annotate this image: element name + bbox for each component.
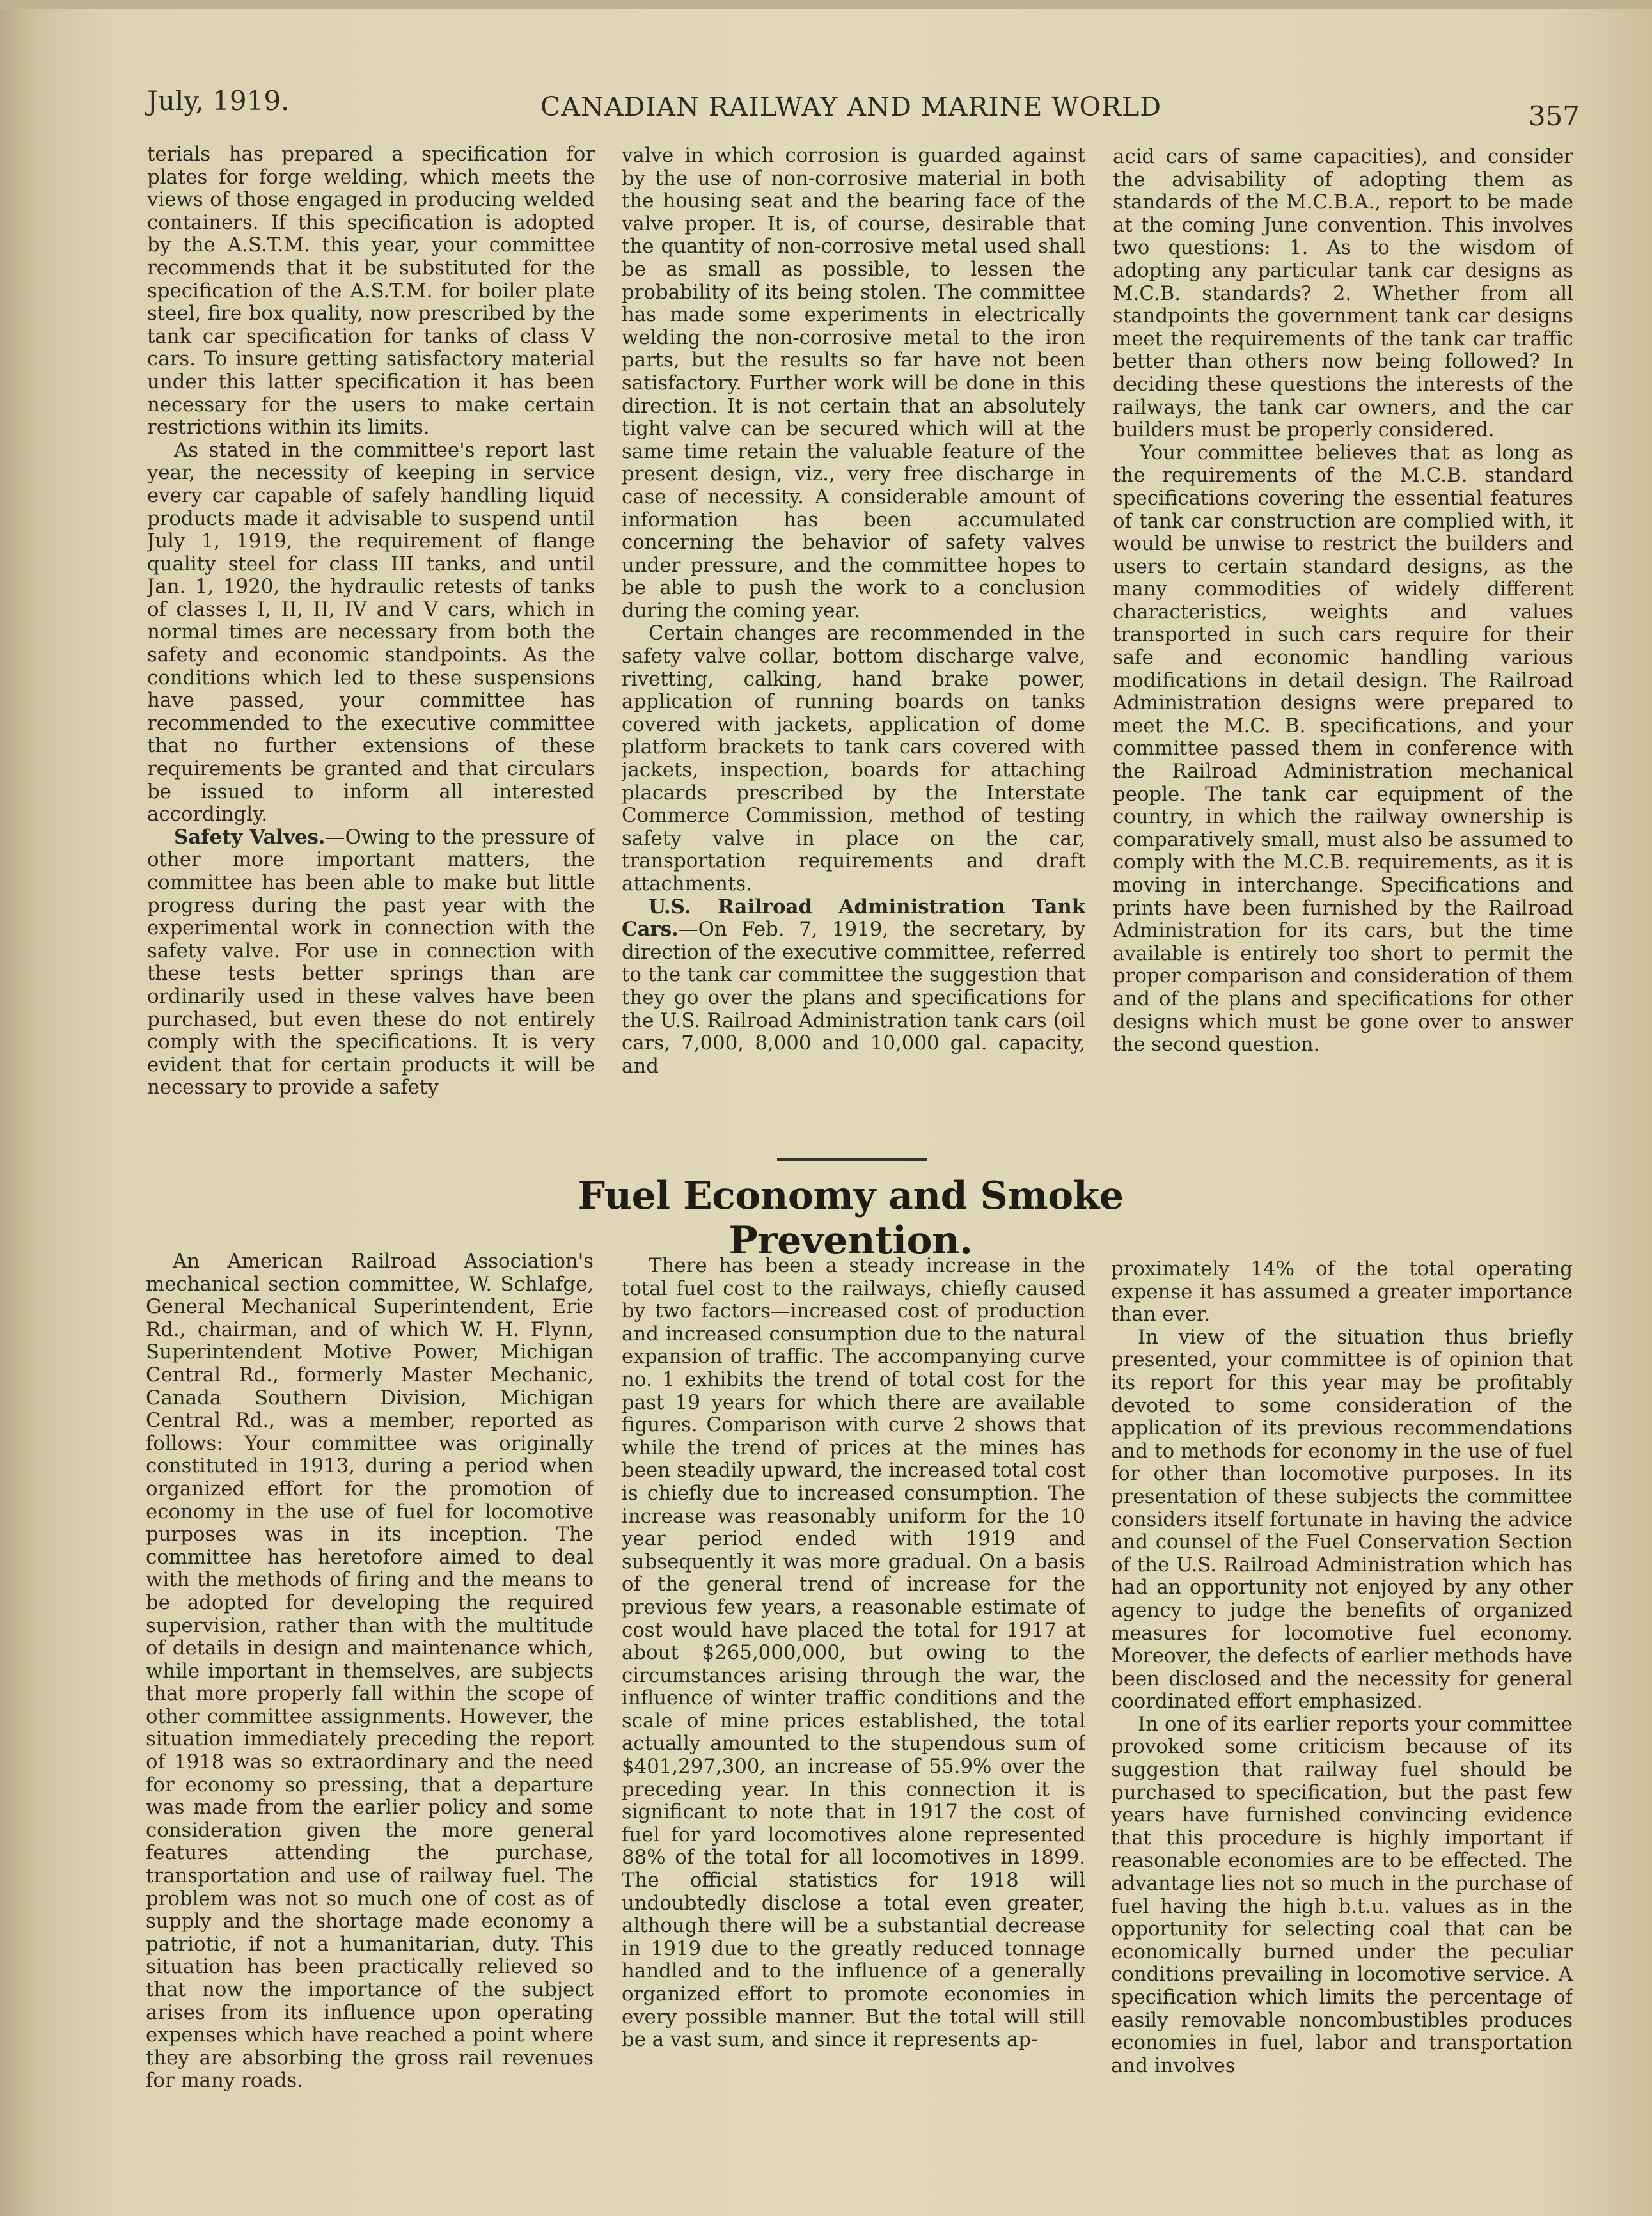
- publication-title: CANADIAN RAILWAY AND MARINE WORLD: [540, 91, 1162, 122]
- paragraph: [622, 896, 1085, 1078]
- issue-date: July, 1919.: [147, 85, 290, 116]
- article1-column-2: [622, 145, 1085, 1149]
- paragraph: terials has prepared a specification for plates for forge welding, which meets the views of those engaged in producing welded containers. If this specification is adopted by the A.S.T.M. this year, your committee recommends that it be substituted for the specification of the A.S.T.M. for boiler plate steel, fire box quality, now prescribed by the tank car specification for tanks of class V cars. To insure getting satisfactory material under this latter specification it has been necessary for the users to make certain restrictions within its limits.: [147, 143, 595, 439]
- top-edge: [0, 0, 1652, 9]
- article1-column-3: [1113, 146, 1573, 1150]
- paragraph: proximately 14% of the total operating expense it has assumed a greater importance than ever.: [1111, 1258, 1573, 1326]
- paragraph: An American Railroad Association's mechanical section committee, W. Schlafge, General Mechanical Superintendent, Erie Rd., chairman, and of which W. H. Flynn, Superintendent Motive Power, Michigan Central Rd., formerly Master Mechanic, Canada Southern Division, Michigan Central Rd., was a member, reported as follows: Your committee was originally constituted in 1913, during a period when organized effort for the promotion of economy in the use of fuel for locomotive purposes was in its inception. The committee has heretofore aimed to deal with the methods of firing and the means to be adopted for developing the required supervision, rather than with the multitude of details in design and maintenance which, while important in themselves, are subjects that more properly fall within the scope of other committee assignments. However, the situation immediately preceding the report of 1918 was so extraordinary and the need for economy so pressing, that a departure was made from the earlier policy and some consideration given the more general features attending the purchase, transportation and use of railway fuel. The problem was not so much one of cost as of supply and the shortage made economy a patriotic, if not a humanitarian, duty. This situation has been practically relieved so that now the importance of the subject arises from its influence upon operating expenses which have reached a point where they are absorbing the gross rail revenues for many roads.: [146, 1250, 594, 2093]
- article1-column-1: [147, 143, 595, 1147]
- section-divider: [777, 1158, 927, 1161]
- paragraph: valve in which corrosion is guarded against by the use of non-corrosive material in both the housing seat and the bearing face of the valve proper. It is, of course, desirable that the quantity of non-corrosive metal used shall be as small as possible, to lessen the probability of its being stolen. The committee has made some experiments in electrically welding the non-corrosive metal to the iron parts, but the results so far have not been satisfactory. Further work will be done in this direction. It is not certain that an absolutely tight valve can be secured which will at the same time retain the valuable feature of the present design, viz., very free discharge in case of necessity. A considerable amount of information has been accumulated concerning the behavior of safety valves under pressure, and the committee hopes to be able to push the work to a conclusion during the coming year.: [622, 145, 1085, 622]
- paragraph: Certain changes are recommended in the safety valve collar, bottom discharge valve, rivetting, calking, hand brake power, application of running boards on tanks covered with jackets, application of dome platform brackets to tank cars covered with jackets, inspection, boards for attaching placards prescribed by the Interstate Commerce Commission, method of testing safety valve in place on the car, transportation requirements and draft attachments.: [622, 622, 1085, 895]
- paragraph: In one of its earlier reports your committee provoked some criticism because of its suggestion that railway fuel should be purchased to specification, but the past few years have furnished convincing evidence that this procedure is highly important if reasonable economies are to be effected. The advantage lies not so much in the purchase of fuel having the high b.t.u. values as in the opportunity for selecting coal that can be economically burned under the peculiar conditions prevailing in locomotive service. A specification which limits the percentage of easily removable noncombustibles produces economies in fuel, labor and transportation and involves: [1111, 1712, 1573, 2077]
- paragraph: As stated in the committee's report last year, the necessity of keeping in service every car capable of safely handling liquid products made it advisable to suspend until July 1, 1919, the requirement of flange quality steel for class III tanks, and until Jan. 1, 1920, the hydraulic retests of tanks of classes I, II, II, IV and V cars, which in normal times are necessary from both the safety and economic standpoints. As the conditions which led to these suspensions have passed, your committee has recommended to the executive committee that no further extensions of these requirements be granted and that circulars be issued to inform all interested accordingly.: [147, 438, 595, 826]
- paragraph: acid cars of same capacities), and consider the advisability of adopting them as standards of the M.C.B.A., report to be made at the coming June convention. This involves two questions: 1. As to the wisdom of adopting any particular tank car designs as M.C.B. standards? 2. Whether from all standpoints the government tank car designs meet the requirements of the tank car traffic better than others now being followed? In deciding these questions the interests of the railways, the tank car owners, and the car builders must be properly considered.: [1113, 146, 1573, 442]
- article-title: Fuel Economy and Smoke Prevention.: [578, 1174, 1124, 1263]
- page-number: 357: [1528, 100, 1580, 132]
- article2-column-2: [622, 1255, 1085, 2195]
- paragraph: Your committee believes that as long as the requirements of the M.C.B. standard specifications covering the essential features of tank car construction are complied with, it would be unwise to restrict the builders and users to certain standard designs, as the many commodities of widely different characteristics, weights and values transported in such cars require for their safe and economic handling various modifications in detail design. The Railroad Administration designs were prepared to meet the M.C. B. specifications, and your committee passed them in conference with the Railroad Administration mechanical people. The tank car equipment of the country, in which the railway ownership is comparatively small, must also be assumed to comply with the M.C.B. requirements, as it is moving in interchange. Specifications and prints have been furnished by the Railroad Administration for its cars, but the time available is entirely too short to permit the proper comparison and consideration of them and of the plans and specifications for other designs which must be gone over to answer the second question.: [1113, 441, 1573, 1057]
- paragraph: [147, 826, 595, 1099]
- section-heading: Safety Valves.: [174, 825, 326, 849]
- paragraph-text: —Owing to the pressure of other more important matters, the committee has been able to make but little progress during the past year with the experimental work in connection with the safety valve. For use in connection with these tests better springs than are ordinarily used in these valves have been purchased, but even these do not entirely comply with the specifications. It is very evident that for certain products it will be necessary to provide a safety: [147, 825, 595, 1099]
- paragraph-text: —On Feb. 7, 1919, the secretary, by direction of the executive committee, referred to the tank car committee the suggestion that they go over the plans and specifications for the U.S. Railroad Administration tank cars (oil cars, 7,000, 8,000 and 10,000 gal. capacity, and: [622, 918, 1085, 1078]
- article2-column-3: [1111, 1258, 1573, 2198]
- paragraph: There has been a steady increase in the total fuel cost to the railways, chiefly caused by two factors—increased cost of production and increased consumption due to the natural expansion of traffic. The accompanying curve no. 1 exhibits the trend of total cost for the past 19 years for which there are available figures. Comparison with curve 2 shows that while the trend of prices at the mines has been steadily upward, the increased total cost is chiefly due to increased consumption. The increase was reasonably uniform for the 10 year period ended with 1919 and subsequently it was more gradual. On a basis of the general trend of increase for the previous few years, a reasonable estimate of cost would have placed the total for 1917 at about $265,000,000, but owing to the circumstances arising through the war, the influence of winter traffic conditions and the scale of mine prices established, the total actually amounted to the stupendous sum of $401,297,300, an increase of 55.9% over the preceding year. In this connection it is significant to note that in 1917 the cost of fuel for yard locomotives alone represented 88% of the total for all locomotives in 1899. The official statistics for 1918 will undoubtedly disclose a total even greater, although there will be a substantial decrease in 1919 due to the greatly reduced tonnage handled and to the influence of a generally organized effort to promote economies in every possible manner. But the total will still be a vast sum, and since it represents ap-: [622, 1255, 1085, 2052]
- page-header: [147, 80, 1580, 131]
- section-heading: U.S. Railroad Administration Tank Cars.: [622, 895, 1085, 941]
- article2-column-1: [146, 1250, 594, 2197]
- paragraph: In view of the situation thus briefly presented, your committee is of opinion that its report for this year may be profitably devoted to some consideration of the application of its previous recommendations and to methods for economy in the use of fuel for other than locomotive purposes. In its presentation of these subjects the committee considers itself fortunate in having the advice and counsel of the Fuel Conservation Section of the U.S. Railroad Administration which has had an opportunity not enjoyed by any other agency to judge the benefits of organized measures for locomotive fuel economy. Moreover, the defects of earlier methods have been disclosed and the necessity for general coordinated effort emphasized.: [1111, 1325, 1573, 1713]
